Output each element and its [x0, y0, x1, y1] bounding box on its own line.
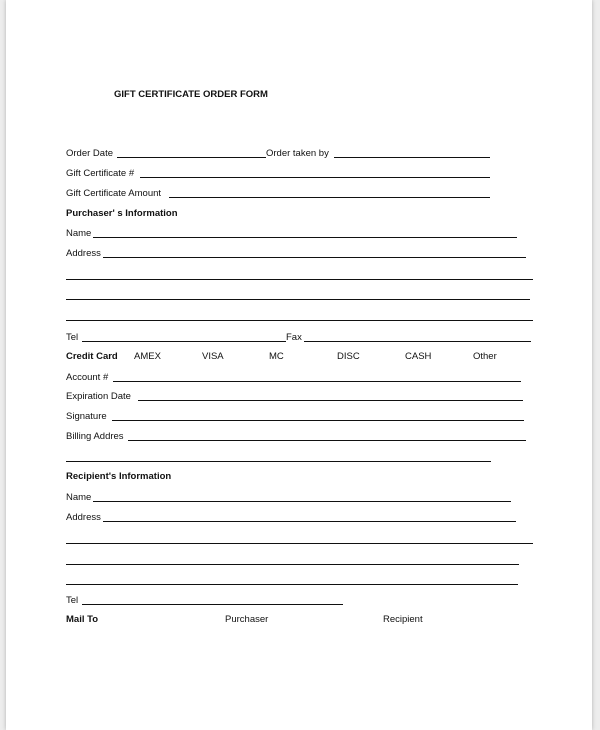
recipient-address-line-2[interactable]: [66, 543, 533, 544]
billing-address-field[interactable]: [128, 440, 526, 441]
recipient-address-line-4[interactable]: [66, 584, 518, 585]
recipient-address-label: Address: [66, 512, 101, 523]
mail-to-purchaser-option[interactable]: Purchaser: [225, 614, 269, 625]
recipient-tel-label: Tel: [66, 595, 79, 606]
expiration-date-label: Expiration Date: [66, 391, 131, 402]
purchaser-address-label: Address: [66, 248, 101, 259]
recipient-name-field[interactable]: [93, 501, 511, 502]
account-number-label: Account #: [66, 372, 109, 383]
payment-option-cash[interactable]: CASH: [405, 351, 432, 362]
purchaser-tel-label: Tel: [66, 332, 79, 343]
recipient-tel-field[interactable]: [82, 604, 343, 605]
purchaser-name-label: Name: [66, 228, 92, 239]
payment-option-disc[interactable]: DISC: [337, 351, 360, 362]
form-title: GIFT CERTIFICATE ORDER FORM: [114, 89, 268, 100]
purchaser-tel-field[interactable]: [82, 341, 286, 342]
account-number-field[interactable]: [113, 381, 521, 382]
expiration-date-field[interactable]: [138, 400, 523, 401]
signature-field[interactable]: [112, 420, 524, 421]
gift-certificate-amount-field[interactable]: [169, 197, 490, 198]
recipient-address-field[interactable]: [103, 521, 516, 522]
recipient-name-label: Name: [66, 492, 92, 503]
order-date-label: Order Date: [66, 148, 113, 159]
payment-option-amex[interactable]: AMEX: [134, 351, 161, 362]
order-taken-by-label: Order taken by: [266, 148, 329, 159]
purchaser-address-line-4[interactable]: [66, 320, 533, 321]
purchaser-address-line-2[interactable]: [66, 279, 533, 280]
recipient-address-line-3[interactable]: [66, 564, 519, 565]
order-date-field[interactable]: [117, 157, 266, 158]
payment-option-visa[interactable]: VISA: [202, 351, 224, 362]
payment-option-other[interactable]: Other: [473, 351, 497, 362]
gift-certificate-amount-label: Gift Certificate Amount: [66, 188, 162, 199]
mail-to-label: Mail To: [66, 614, 99, 625]
form-page: [6, 0, 592, 730]
signature-label: Signature: [66, 411, 107, 422]
billing-address-label: Billing Addres: [66, 431, 124, 442]
purchaser-address-line-3[interactable]: [66, 299, 530, 300]
gift-certificate-number-field[interactable]: [140, 177, 490, 178]
recipient-heading: Recipient's Information: [66, 471, 172, 482]
billing-address-line-2[interactable]: [66, 461, 491, 462]
gift-certificate-number-label: Gift Certificate #: [66, 168, 135, 179]
order-taken-by-field[interactable]: [334, 157, 490, 158]
payment-option-mc[interactable]: MC: [269, 351, 284, 362]
mail-to-recipient-option[interactable]: Recipient: [383, 614, 423, 625]
purchaser-address-field[interactable]: [103, 257, 526, 258]
purchaser-name-field[interactable]: [93, 237, 517, 238]
purchaser-heading: Purchaser' s Information: [66, 208, 178, 219]
credit-card-label: Credit Card: [66, 351, 118, 362]
purchaser-fax-field[interactable]: [304, 341, 531, 342]
purchaser-fax-label: Fax: [286, 332, 302, 343]
